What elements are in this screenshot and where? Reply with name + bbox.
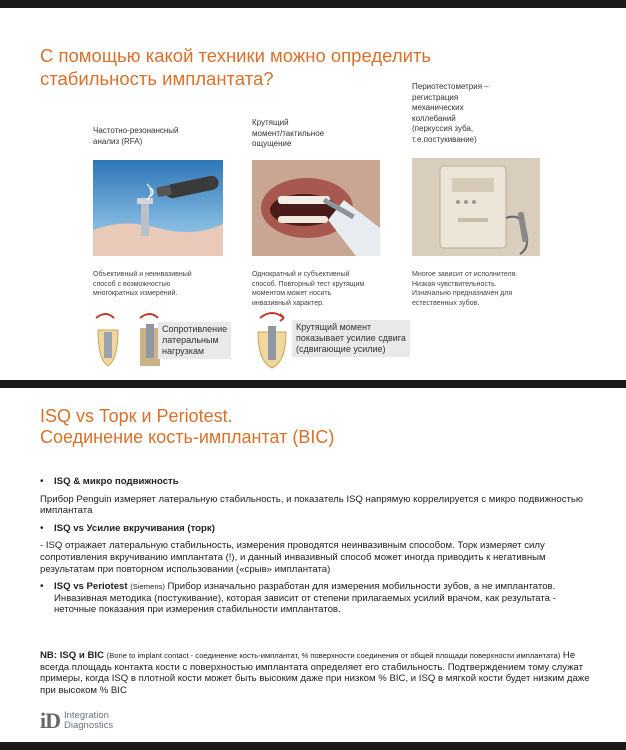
label-periotest — [412, 82, 489, 145]
nb-text: Не всегда площадь контакта кости с поверхностью имплантата определяет его стабильность. Подтверждением тому служат примеры, когда ISQ в плотной кости может быть высоким даже при низком % BIC, и ISQ в мягкой кости будет низким даже при высоком % BIC — [40, 650, 590, 696]
callout-line: Крутящий момент — [296, 322, 372, 332]
bullet-dot: • — [40, 581, 44, 593]
label-line: т.е.постукивание) — [412, 134, 477, 144]
label-rfa — [93, 126, 179, 147]
callout-lateral — [158, 322, 231, 359]
label-line: момент/тактильное — [252, 128, 325, 138]
callout-line: нагрузкам — [162, 346, 205, 356]
title-line-1: С помощью какой техники можно определить — [40, 45, 432, 66]
desc-line: естественных зубов. — [412, 299, 480, 307]
bullet-periotest-text — [54, 581, 600, 616]
lateral-load-illustration — [92, 310, 164, 375]
label-line: Периотестометрия – — [412, 82, 489, 91]
bullet-text: ISQ vs Усилие вкручивания (торк) — [54, 522, 215, 534]
desc-periotest — [412, 270, 517, 308]
desc-line: многократных измерений. — [93, 290, 178, 297]
bullet-dot: • — [40, 522, 44, 534]
bullet-isq-micromobility — [40, 476, 600, 488]
callout-line: (сдвигающие усилие) — [296, 344, 386, 354]
desc-line: инвазивный характер. — [252, 299, 324, 307]
callout-torque — [292, 320, 410, 357]
logo-text-line: Integration — [64, 710, 109, 721]
integration-diagnostics-logo — [40, 708, 113, 734]
logo-mark: iD — [40, 708, 60, 733]
label-line: (перкуссия зуба, — [412, 124, 474, 133]
label-line: анализ (RFA) — [93, 136, 143, 146]
rfa-device-photo — [93, 160, 223, 256]
label-line: регистрация — [412, 92, 459, 102]
bullet-note: (Siemens) — [130, 582, 165, 592]
logo-text — [64, 711, 113, 731]
label-line: коллебаний — [412, 113, 456, 123]
desc-line: способ с возможностью — [93, 280, 171, 288]
desc-line: Объективный и неинвазивный — [93, 271, 192, 278]
desc-line: Однократный и субъективный — [252, 271, 350, 278]
slide-isq-comparison — [0, 388, 626, 742]
callout-line: Сопротивление — [162, 324, 228, 334]
logo-text-line: Diagnostics — [64, 720, 114, 731]
paragraph-torque: - ISQ отражает латеральную стабильность, измерения проводятся неинвазивным способом. Торк измеряет силу сопротивления вкручиванию имплантата (!), и данный инвазивный способ может иногда приводить к негативным результатам при повторном использовании («срыв» имплантата) — [40, 540, 546, 575]
paragraph-penguin: Прибор Penguin измеряет латеральную стабильность, и показатель ISQ напрямую коррелируется с микро подвижностью имплантата — [40, 493, 584, 517]
label-line: Частотно-резонансный — [93, 126, 179, 135]
callout-line: показывает усилие сдвига — [296, 333, 406, 343]
bullet-text: ISQ & микро подвижность — [54, 476, 179, 487]
title-line-2: стабильность имплантата? — [40, 68, 274, 89]
label-line: ощущение — [252, 139, 292, 148]
slide2-title — [40, 406, 334, 448]
callout-line: латеральным — [162, 335, 219, 345]
desc-line: способ. Повторный тест крутящим — [252, 280, 365, 288]
desc-rfa — [93, 270, 192, 299]
desc-line: моментом может носить — [252, 290, 332, 297]
desc-line: Изначально предназначен для — [412, 290, 513, 297]
slide2-body — [40, 472, 600, 622]
title-line-2: Соединение кость-имплантат (BIC) — [40, 427, 335, 447]
label-line: Крутящий — [252, 118, 289, 127]
nb-note: (Bone to implant contact - соединение кость-имплантат, % поверхности соединения от общей площади поверхности имплантата) — [106, 651, 561, 660]
torque-illustration — [252, 308, 292, 375]
desc-torque — [252, 270, 364, 308]
bullet-isq-torque — [40, 523, 600, 535]
periotest-device-photo — [412, 158, 540, 256]
label-torque — [252, 118, 324, 150]
bullet-bold: ISQ vs Periotest — [54, 581, 128, 593]
nb-isq-bic — [40, 650, 600, 696]
desc-line: Низкая чувствительность. — [412, 280, 497, 288]
bullet-rest: Прибор изначально разработан для измерения мобильности зубов, а не имплантатов. Инвазивная методика (постукивание), которая зависит от степени прилагаемых усилий врачом, как результата - неточные показания при измерения стабильности имплантатов. — [54, 581, 556, 616]
nb-label: NB: ISQ и BIC — [40, 650, 104, 661]
slide-techniques — [0, 8, 626, 380]
desc-line: Многое зависит от исполнителя. — [412, 271, 518, 278]
bullet-dot: • — [40, 476, 44, 487]
label-line: механических — [412, 103, 464, 112]
dentist-torque-photo — [252, 160, 380, 256]
title-line-1: ISQ vs Торк и Periotest. — [40, 406, 233, 426]
bullet-isq-periotest — [40, 581, 600, 616]
